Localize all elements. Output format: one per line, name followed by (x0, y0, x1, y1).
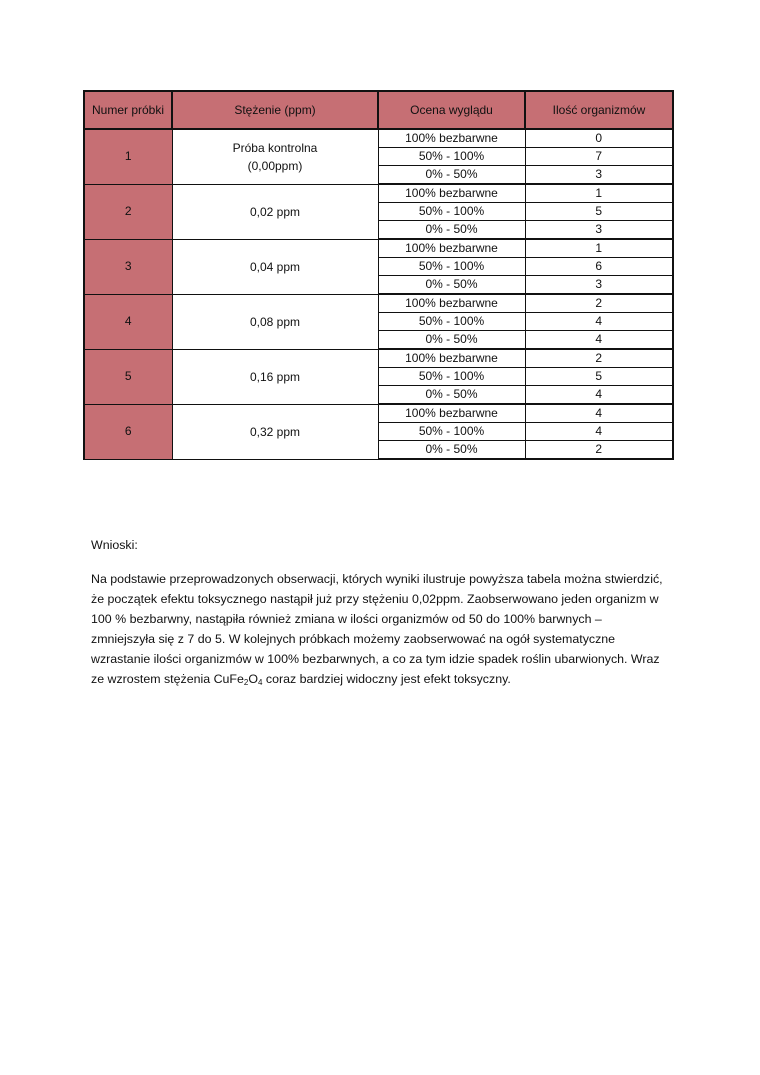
sample-number-cell: 3 (84, 239, 172, 294)
header-concentration: Stężenie (ppm) (172, 91, 378, 129)
table-row (84, 184, 673, 203)
paragraph-main-text: Na podstawie przeprowadzonych obserwacji, których wyniki ilustruje powyższa tabela można stwierdzić, że początek efektu toksycznego nastąpił już przy stężeniu 0,02ppm. Zaobserwowano jeden organizm w 100 % bezbarwny, nastąpiła również zmiana w ilości organizmów od 50 do 100% barwnych – zmniejszyła się z 7 do 5. W kolejnych próbkach możemy zaobserwować na ogół systematyczne wzrastanie ilości organizmów w 100% bezbarwnych, a co za tym idzie spadek roślin ubarwionych. Wraz ze wzrostem stężenia (91, 572, 663, 686)
header-appearance: Ocena wyglądu (378, 91, 525, 129)
organism-count-cell: 3 (525, 221, 673, 240)
organism-count-cell: 4 (525, 331, 673, 350)
appearance-cell: 100% bezbarwne (378, 294, 525, 313)
organism-count-cell: 3 (525, 276, 673, 295)
paragraph-end-text: coraz bardziej widoczny jest efekt toksyczny. (262, 672, 511, 686)
table-row (84, 349, 673, 368)
organism-count-cell: 0 (525, 129, 673, 148)
appearance-cell: 0% - 50% (378, 331, 525, 350)
appearance-cell: 0% - 50% (378, 386, 525, 405)
organism-count-cell: 5 (525, 368, 673, 386)
table-row (84, 404, 673, 423)
formula-cufe: CuFe (213, 672, 244, 686)
table-row (84, 239, 673, 258)
conclusions-paragraph (91, 569, 666, 693)
header-organism-count: Ilość organizmów (525, 91, 673, 129)
appearance-cell: 50% - 100% (378, 368, 525, 386)
appearance-cell: 50% - 100% (378, 313, 525, 331)
concentration-cell: 0,08 ppm (172, 294, 378, 349)
appearance-cell: 100% bezbarwne (378, 129, 525, 148)
organism-count-cell: 1 (525, 184, 673, 203)
formula-subscript-2: 2 (243, 678, 249, 687)
organism-count-cell: 2 (525, 349, 673, 368)
appearance-cell: 100% bezbarwne (378, 349, 525, 368)
sample-number-cell: 2 (84, 184, 172, 239)
organism-count-cell: 2 (525, 441, 673, 460)
concentration-cell: 0,02 ppm (172, 184, 378, 239)
appearance-cell: 0% - 50% (378, 166, 525, 185)
appearance-cell: 0% - 50% (378, 441, 525, 460)
table-body (84, 129, 673, 459)
organism-count-cell: 2 (525, 294, 673, 313)
appearance-cell: 50% - 100% (378, 258, 525, 276)
results-table (83, 90, 674, 460)
organism-count-cell: 1 (525, 239, 673, 258)
concentration-cell: 0,32 ppm (172, 404, 378, 459)
organism-count-cell: 6 (525, 258, 673, 276)
sample-number-cell: 1 (84, 129, 172, 184)
table-header-row (84, 91, 673, 129)
organism-count-cell: 4 (525, 404, 673, 423)
organism-count-cell: 5 (525, 203, 673, 221)
appearance-cell: 50% - 100% (378, 148, 525, 166)
organism-count-cell: 4 (525, 423, 673, 441)
sample-number-cell: 4 (84, 294, 172, 349)
organism-count-cell: 7 (525, 148, 673, 166)
sample-number-cell: 5 (84, 349, 172, 404)
organism-count-cell: 3 (525, 166, 673, 185)
concentration-cell: 0,04 ppm (172, 239, 378, 294)
header-sample-number: Numer próbki (84, 91, 172, 129)
organism-count-cell: 4 (525, 313, 673, 331)
concentration-cell: Próba kontrolna (0,00ppm) (172, 129, 378, 184)
organism-count-cell: 4 (525, 386, 673, 405)
sample-number-cell: 6 (84, 404, 172, 459)
appearance-cell: 100% bezbarwne (378, 404, 525, 423)
appearance-cell: 0% - 50% (378, 276, 525, 295)
conclusions-section (91, 535, 666, 693)
concentration-cell: 0,16 ppm (172, 349, 378, 404)
table-row (84, 129, 673, 148)
conclusions-heading: Wnioski: (91, 538, 138, 552)
table-row (84, 294, 673, 313)
formula-subscript-4: 4 (257, 678, 263, 687)
appearance-cell: 50% - 100% (378, 203, 525, 221)
appearance-cell: 50% - 100% (378, 423, 525, 441)
appearance-cell: 100% bezbarwne (378, 184, 525, 203)
formula-o: O (248, 672, 258, 686)
appearance-cell: 0% - 50% (378, 221, 525, 240)
appearance-cell: 100% bezbarwne (378, 239, 525, 258)
